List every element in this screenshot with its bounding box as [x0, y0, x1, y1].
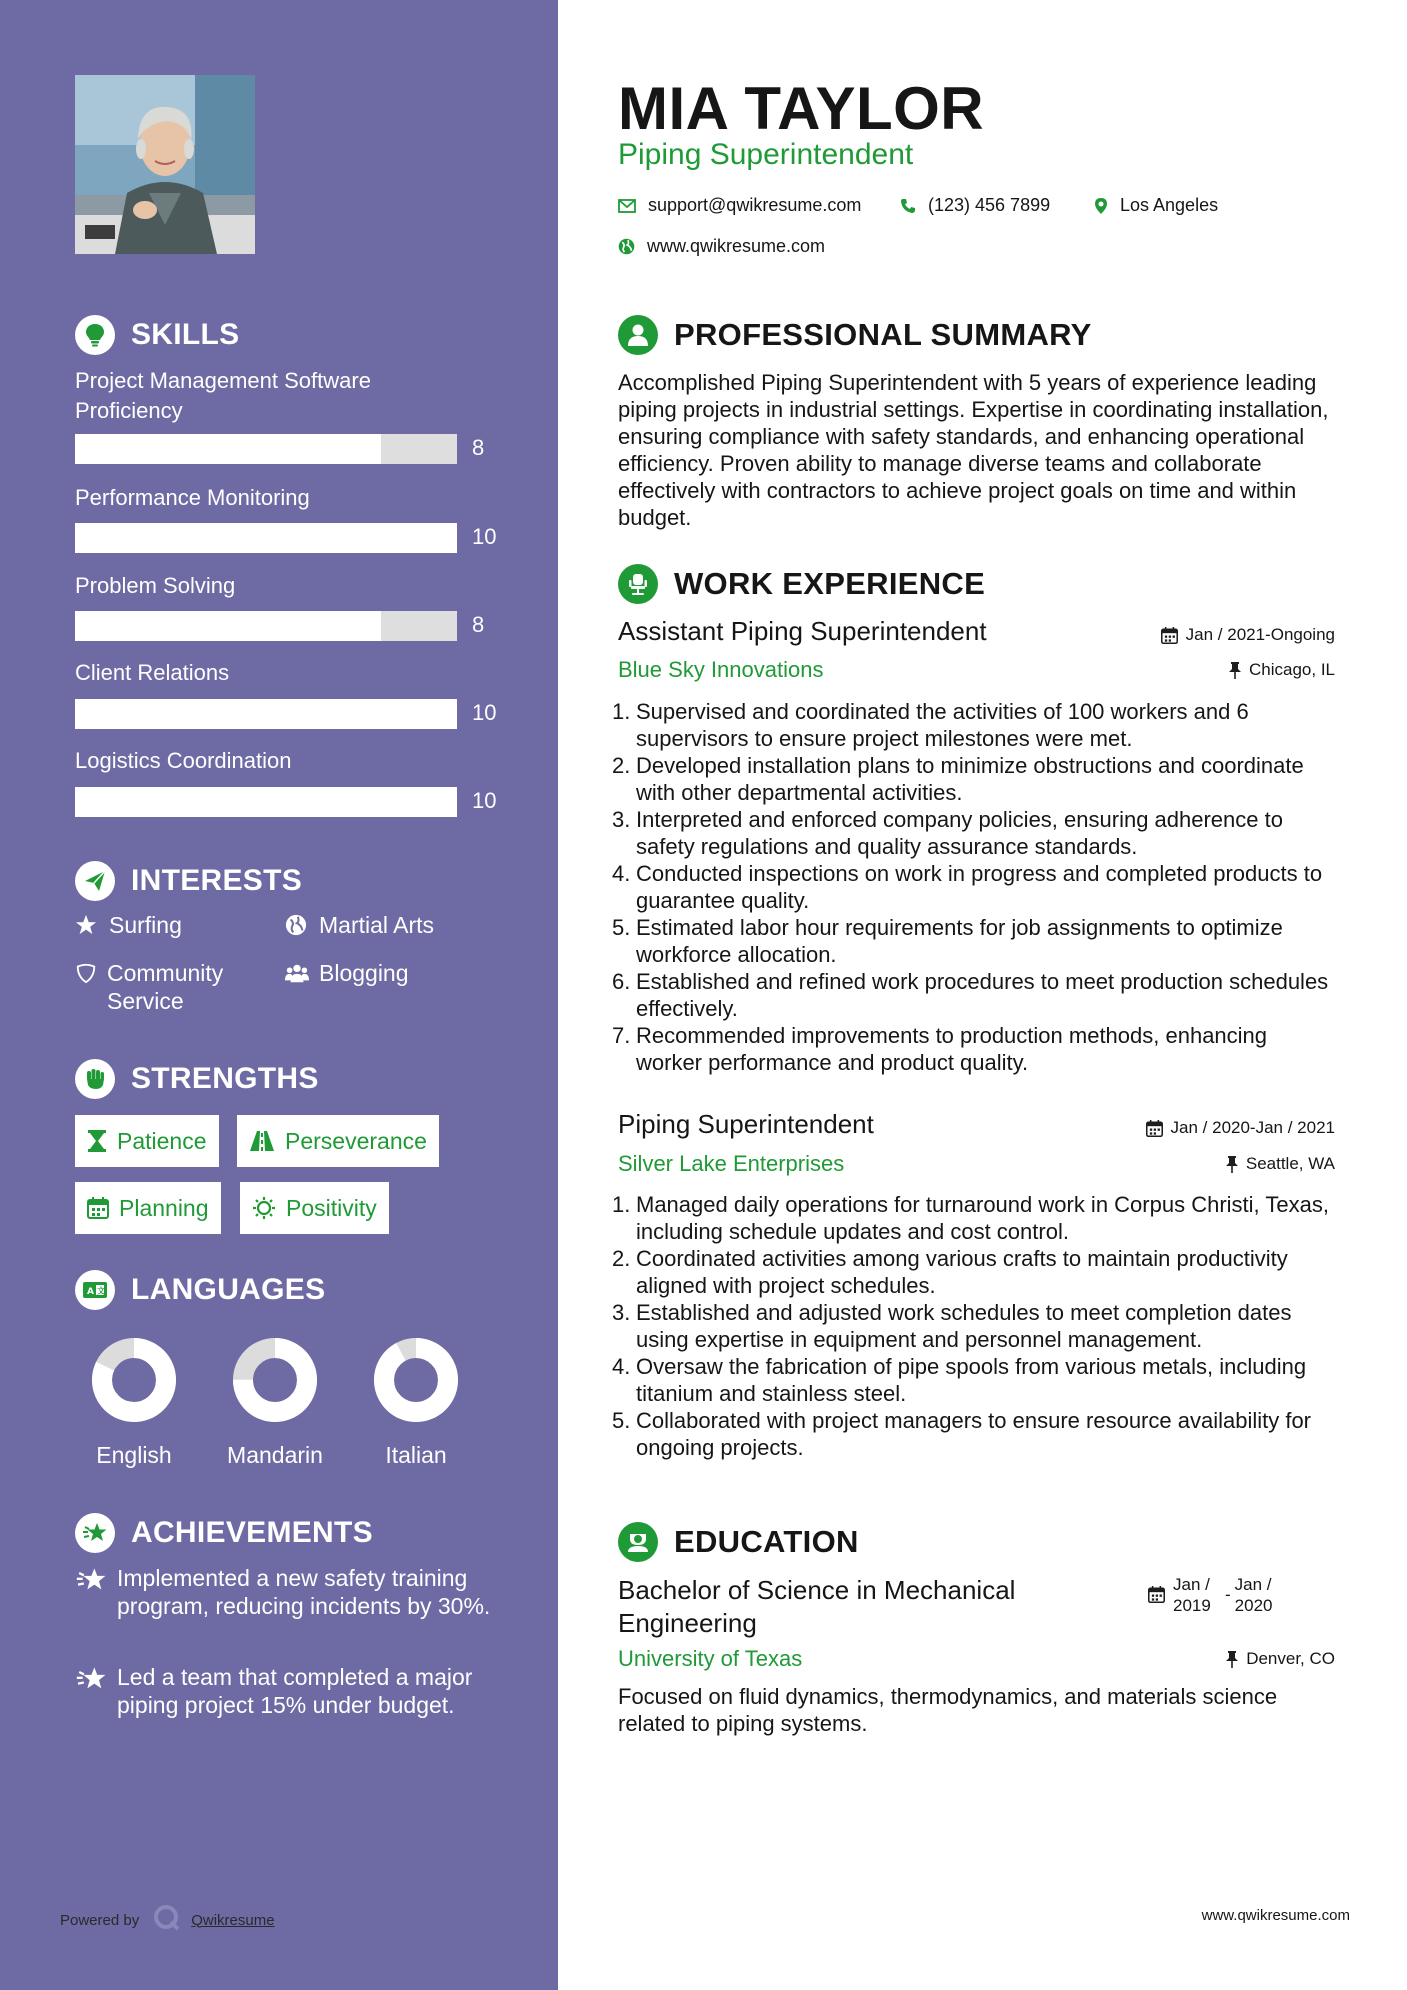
languages-heading: A 文 LANGUAGES [75, 1270, 325, 1310]
list-item [612, 914, 1338, 968]
skill-label: Project Management Software Proficiency [75, 368, 371, 423]
list-number: 6. [612, 969, 631, 994]
strengths-heading: STRENGTHS [75, 1059, 319, 1099]
list-text: Collaborated with project managers to ensure resource availability for ongoing projects. [636, 1408, 1312, 1460]
skill-level: 8 [472, 612, 485, 637]
list-item [612, 1299, 1338, 1353]
list-number: 3. [612, 807, 631, 832]
list-text: Established and adjusted work schedules to meet completion dates using expertise in equipment and personnel management. [636, 1300, 1292, 1352]
education-end: Jan / 2020 [1234, 1575, 1273, 1615]
contact-email: support@qwikresume.com [618, 195, 861, 216]
list-number: 4. [612, 1354, 631, 1379]
hourglass-icon [87, 1129, 107, 1153]
degree-title: Bachelor of Science in Mechanical Engineering [618, 1575, 1016, 1638]
map-pin-icon [1094, 197, 1108, 215]
list-text: Coordinated activities among various crafts to maintain productivity aligned with project schedules. [636, 1246, 1288, 1298]
date-separator: - [1225, 1585, 1231, 1604]
fist-icon [75, 1059, 115, 1099]
sidebar [0, 0, 558, 1990]
skill-bar-fill [75, 434, 381, 464]
powered-by: Powered by Qwikresume [60, 1904, 275, 1936]
paper-plane-icon [75, 861, 115, 901]
calendar-icon [1148, 1574, 1165, 1616]
list-number: 2. [612, 753, 631, 778]
star-burst-icon [75, 1513, 115, 1553]
star-burst-icon [75, 1663, 109, 1699]
skill-bar [75, 523, 457, 553]
list-item [612, 806, 1338, 860]
list-item [612, 1245, 1338, 1299]
main-content [558, 0, 1407, 1990]
language-label: Mandarin [227, 1442, 323, 1468]
translate-icon [75, 1270, 115, 1310]
contact-location: Los Angeles [1094, 195, 1218, 216]
company-name: Blue Sky Innovations [618, 657, 824, 682]
star-icon [75, 911, 99, 939]
education-description: Focused on fluid dynamics, thermodynamics, and materials science related to piping systems. [618, 1684, 1278, 1736]
education-dates [1148, 1574, 1283, 1616]
list-number: 4. [612, 861, 631, 886]
list-number: 3. [612, 1300, 631, 1325]
calendar-icon [87, 1197, 109, 1219]
list-text: Estimated labor hour requirements for job assignments to optimize workforce allocation. [636, 915, 1283, 967]
interest-item: Blogging [285, 959, 409, 987]
language-label: English [96, 1442, 172, 1468]
phone-icon [900, 198, 916, 214]
skill-level: 10 [472, 788, 497, 813]
list-text: Interpreted and enforced company policies, ensuring adherence to safety regulations and quality assurance standards. [636, 807, 1283, 859]
language-donut-level [384, 1348, 448, 1412]
skill-label: Client Relations [75, 660, 230, 685]
list-item [612, 1353, 1338, 1407]
calendar-icon [1161, 627, 1178, 644]
list-number: 7. [612, 1023, 631, 1048]
language-label: Italian [385, 1442, 447, 1468]
star-burst-icon [75, 1564, 109, 1600]
interest-item: Surfing [75, 911, 182, 939]
office-chair-icon [618, 564, 658, 604]
envelope-icon [618, 199, 636, 213]
list-number: 1. [612, 699, 631, 724]
profile-photo [75, 75, 255, 254]
list-item [612, 860, 1338, 914]
list-number: 5. [612, 915, 631, 940]
list-text: Developed installation plans to minimize obstructions and coordinate with other departmental activities. [636, 753, 1304, 805]
summary-heading: PROFESSIONAL SUMMARY [618, 315, 1092, 355]
job-title: Assistant Piping Superintendent [618, 616, 987, 646]
contact-phone: (123) 456 7899 [900, 195, 1050, 216]
strength-badge: Planning [75, 1182, 221, 1234]
interest-item: Martial Arts [285, 911, 434, 939]
list-item [612, 752, 1338, 806]
svg-text:文: 文 [97, 1286, 105, 1296]
list-number: 2. [612, 1246, 631, 1271]
skill-level: 10 [472, 524, 497, 549]
qwikresume-logo-icon [153, 1904, 181, 1936]
list-text: Managed daily operations for turnaround work in Corpus Christi, Texas, including schedule updates and cost control. [636, 1192, 1329, 1244]
strength-badge: Perseverance [237, 1115, 439, 1167]
job-location: Chicago, IL [1229, 660, 1335, 680]
footer-url[interactable]: www.qwikresume.com [1201, 1907, 1350, 1924]
skill-level: 8 [472, 435, 485, 460]
globe-icon [285, 911, 309, 939]
globe-icon [618, 238, 635, 255]
skill-level: 10 [472, 700, 497, 725]
list-number: 1. [612, 1192, 631, 1217]
list-text: Supervised and coordinated the activities of 100 workers and 6 supervisors to ensure project milestones were met. [636, 699, 1249, 751]
interests-heading: INTERESTS [75, 861, 302, 901]
list-text: Oversaw the fabrication of pipe spools from various metals, including titanium and stainless steel. [636, 1354, 1307, 1406]
skill-bar-fill [75, 523, 457, 553]
pushpin-icon [1226, 1156, 1238, 1173]
users-icon [285, 959, 309, 987]
qwikresume-link[interactable]: Qwikresume [191, 1911, 275, 1929]
skill-bar [75, 787, 457, 817]
skill-label: Problem Solving [75, 573, 236, 598]
job-dates: Jan / 2021-Ongoing [1161, 625, 1335, 645]
pushpin-icon [1229, 662, 1241, 679]
skill-bar-fill [75, 699, 457, 729]
list-item [612, 698, 1338, 752]
school-name: University of Texas [618, 1646, 803, 1671]
skill-label: Performance Monitoring [75, 485, 310, 510]
education-start: Jan / 2019 [1173, 1575, 1211, 1615]
skill-bar-fill [75, 611, 381, 641]
road-icon [249, 1130, 275, 1152]
company-name: Silver Lake Enterprises [618, 1151, 845, 1176]
skill-label: Logistics Coordination [75, 748, 292, 773]
candidate-name: MIA TAYLOR [618, 75, 985, 142]
skill-bar-fill [75, 787, 457, 817]
list-text: Established and refined work procedures to meet production schedules effectively. [636, 969, 1329, 1021]
language-donuts [0, 1330, 558, 1430]
lightbulb-icon [75, 315, 115, 355]
list-item [612, 968, 1338, 1022]
candidate-title: Piping Superintendent [618, 138, 914, 171]
summary-text: Accomplished Piping Superintendent with 5 years of experience leading piping projects in industrial settings. Expertise in coordinating installation, ensuring compliance with safety standards, and enhancing operational efficiency. Proven ability to manage diverse teams and collaborate effectively with contractors to achieve project goals on time and within budget. [618, 370, 1329, 530]
job-location: Seattle, WA [1226, 1154, 1335, 1174]
job-dates: Jan / 2020-Jan / 2021 [1146, 1118, 1335, 1138]
strength-badge: Patience [75, 1115, 219, 1167]
job-responsibilities [612, 698, 1338, 1076]
list-text: Conducted inspections on work in progress and completed products to guarantee quality. [636, 861, 1323, 913]
list-item [612, 1022, 1338, 1076]
svg-text:A: A [87, 1287, 94, 1297]
achievement-item: Implemented a new safety training program, reducing incidents by 30%. [75, 1564, 495, 1620]
job-responsibilities [612, 1191, 1338, 1461]
list-text: Recommended improvements to production methods, enhancing worker performance and product quality. [636, 1023, 1268, 1075]
graduate-icon [618, 1522, 658, 1562]
pushpin-icon [1226, 1651, 1238, 1668]
experience-heading: WORK EXPERIENCE [618, 564, 985, 604]
skill-bar [75, 699, 457, 729]
shield-icon [75, 959, 97, 987]
strength-badge: Positivity [240, 1182, 389, 1234]
user-icon [618, 315, 658, 355]
skill-bar [75, 434, 457, 464]
education-heading: EDUCATION [618, 1522, 859, 1562]
sun-icon [252, 1196, 276, 1220]
achievements-heading: ACHIEVEMENTS [75, 1513, 373, 1553]
skill-bar [75, 611, 457, 641]
list-number: 5. [612, 1408, 631, 1433]
list-item [612, 1191, 1338, 1245]
skills-heading: SKILLS [75, 315, 239, 355]
achievement-item: Led a team that completed a major piping project 15% under budget. [75, 1663, 495, 1719]
contact-website: www.qwikresume.com [618, 236, 825, 257]
interest-item: Community Service [75, 959, 255, 1015]
list-item [612, 1407, 1338, 1461]
education-location: Denver, CO [1226, 1649, 1335, 1669]
calendar-icon [1146, 1120, 1163, 1137]
job-title: Piping Superintendent [618, 1109, 874, 1139]
